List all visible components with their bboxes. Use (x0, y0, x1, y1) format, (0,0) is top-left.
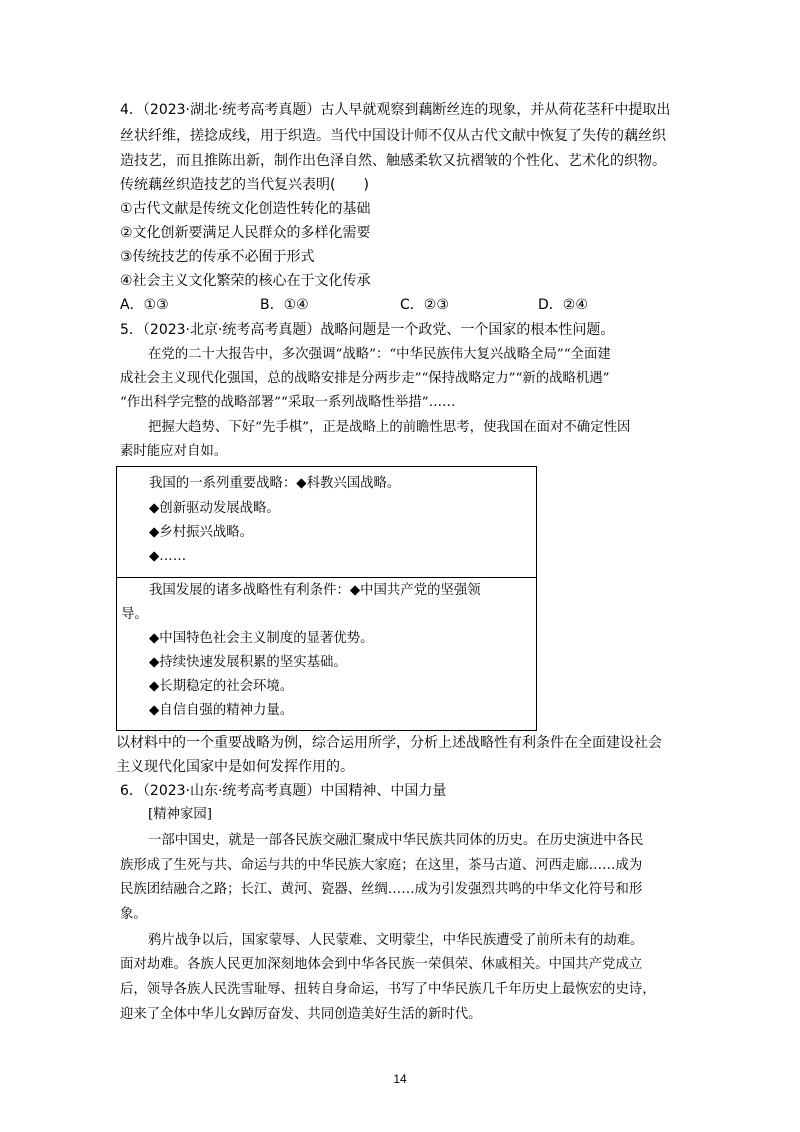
q4-statement-1: ①古代文献是传统文化创造性转化的基础 (120, 201, 371, 217)
q4-line-1: 4．（2023·湖北·统考高考真题）古人早就观察到藕断丝连的现象，并从荷花茎秆中提取出 (120, 102, 671, 118)
strategies-box-line-2: ◆创新驱动发展战略。 (149, 501, 280, 516)
q6-para2-line-4: 迎来了全体中华儿女踔厉奋发、共同创造美好生活的新时代。 (120, 1007, 482, 1022)
q6-para2-line-1: 鸦片战争以后，国家蒙辱、人民蒙难、文明蒙尘，中华民族遭受了前所未有的劫难。 (148, 933, 644, 948)
strategies-box-line-3: ◆乡村振兴战略。 (149, 525, 254, 540)
q4-option-a[interactable]: A．①③ (120, 297, 169, 313)
conditions-box-line-2: 导。 (121, 607, 148, 622)
conditions-box (116, 576, 537, 731)
conditions-box-line-4: ◆持续快速发展积累的坚实基础。 (149, 655, 347, 670)
page-number: 14 (393, 1072, 407, 1086)
q5-para1-line-3: “作出科学完整的战略部署”“采取一系列战略性举措”…… (120, 395, 456, 410)
q4-statement-4: ④社会主义文化繁荣的核心在于文化传承 (120, 273, 371, 289)
strategies-box-line-4: ◆…… (149, 549, 187, 564)
q6-title: 6．（2023·山东·统考高考真题）中国精神、中国力量 (120, 783, 447, 799)
q4-line-3: 造技艺，而且推陈出新，制作出色泽自然、触感柔软又抗褶皱的个性化、艺术化的织物。 (120, 153, 666, 169)
conditions-box-line-1: 我国发展的诸多战略性有利条件：◆中国共产党的坚强领 (149, 583, 481, 598)
q6-section-heading: [精神家园] (148, 807, 213, 822)
q4-statement-2: ②文化创新要满足人民群众的多样化需要 (120, 225, 371, 241)
q6-para1-line-4: 象。 (120, 907, 147, 922)
strategies-box-line-1: 我国的一系列重要战略：◆科教兴国战略。 (149, 476, 401, 491)
q6-para2-line-3: 后，领导各族人民洗雪耻辱、扭转自身命运，书写了中华民族几千年历史上最恢宏的史诗， (120, 982, 656, 997)
q4-line-4: 传统藕丝织造技艺的当代复兴表明( ) (120, 177, 369, 193)
q4-line-2: 丝状纤维，搓捻成线，用于织造。当代中国设计师不仅从古代文献中恢复了失传的藕丝织 (120, 128, 666, 144)
q6-para1-line-2: 族形成了生死与共、命运与共的中华民族大家庭；在这里，茶马古道、河西走廊……成为 (120, 858, 643, 873)
conditions-box-line-6: ◆自信自强的精神力量。 (149, 703, 294, 718)
q4-option-c[interactable]: C．②③ (400, 297, 449, 313)
q4-option-d[interactable]: D．②④ (538, 297, 588, 313)
q4-option-b[interactable]: B．①④ (260, 297, 309, 313)
q5-title: 5．（2023·北京·统考高考真题）战略问题是一个政党、一个国家的根本性问题。 (120, 322, 615, 338)
q5-question-line-2: 主义现代化国家中是如何发挥作用的。 (116, 759, 354, 775)
strategies-box (116, 466, 537, 578)
q5-question-line-1: 以材料中的一个重要战略为例，综合运用所学，分析上述战略性有利条件在全面建设社会 (116, 735, 662, 751)
conditions-box-line-5: ◆长期稳定的社会环境。 (149, 679, 294, 694)
q6-para1-line-1: 一部中国史，就是一部各民族交融汇聚成中华民族共同体的历史。在历史演进中各民 (148, 833, 644, 848)
q6-para1-line-3: 民族团结融合之路；长江、黄河、瓷器、丝绸……成为引发强烈共鸣的中华文化符号和形 (120, 882, 643, 897)
q5-para2-line-1: 把握大趋势、下好“先手棋”，正是战略上的前瞻性思考，使我国在面对不确定性因 (148, 420, 631, 435)
q5-para2-line-2: 素时能应对自如。 (120, 444, 228, 459)
q5-para1-line-1: 在党的二十大报告中，多次强调“战略”：“中华民族伟大复兴战略全局”“全面建 (148, 347, 611, 362)
q6-para2-line-2: 面对劫难。各族人民更加深刻地体会到中华各民族一荣俱荣、休戚相关。中国共产党成立 (120, 957, 643, 972)
conditions-box-line-3: ◆中国特色社会主义制度的显著优势。 (149, 631, 374, 646)
q4-statement-3: ③传统技艺的传承不必囿于形式 (120, 249, 315, 265)
q5-para1-line-2: 成社会主义现代化强国，总的战略安排是分两步走”“保持战略定力”“新的战略机遇” (120, 371, 610, 386)
